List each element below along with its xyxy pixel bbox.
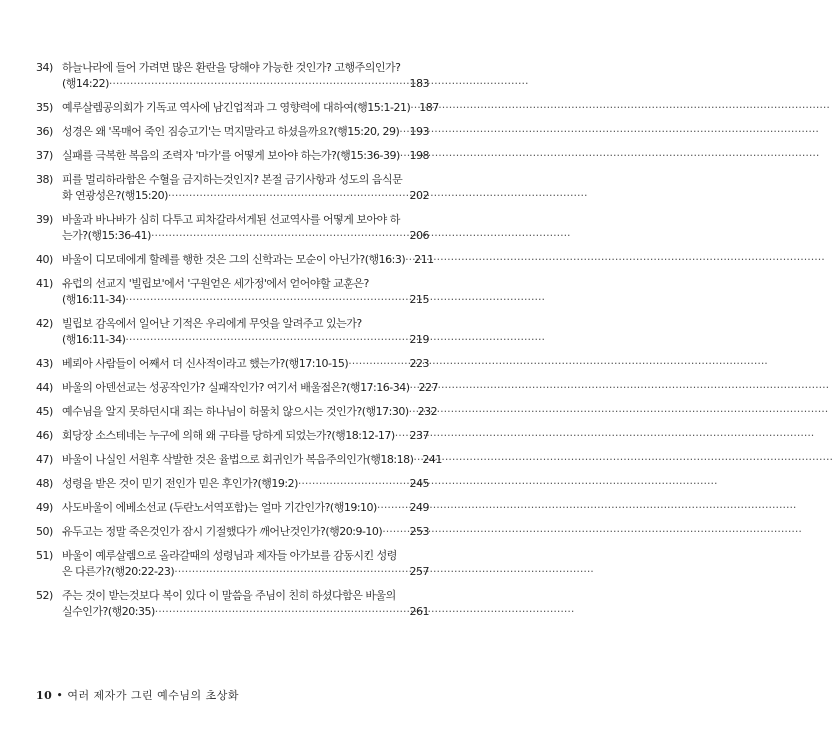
toc-entry-page: 206	[409, 229, 429, 242]
toc-entry-line	[36, 564, 429, 580]
page-footer	[36, 687, 239, 703]
toc-dot-leader	[395, 428, 409, 444]
toc-entry-title: 은 다른가?(행20:22-23)	[62, 565, 175, 578]
toc-dot-leader	[399, 124, 408, 140]
toc-dot-leader	[174, 564, 408, 580]
toc-entry-page: 187	[419, 101, 439, 114]
toc-dot-leader	[413, 452, 421, 468]
toc-entry-title: 회당장 소스테네는 누구에 의해 왜 구타를 당하게 되었는가?(행18:12-17)	[62, 429, 395, 442]
toc-entry-title: 하늘나라에 들어 가려면 많은 환란을 당해야 가능한 것인가? 고행주의인가?	[62, 61, 401, 74]
toc-entry-number: 47)	[36, 453, 53, 466]
toc-entry-page: 249	[409, 501, 429, 514]
toc-entry-line	[36, 404, 438, 420]
toc-dot-leader	[382, 524, 408, 540]
toc-dot-leader	[168, 188, 409, 204]
toc-entry-number: 44)	[36, 381, 53, 394]
table-of-contents	[36, 60, 442, 628]
toc-entry	[36, 500, 429, 516]
toc-entry-page: 237	[409, 429, 429, 442]
toc-entry-page: 241	[422, 453, 442, 466]
toc-entry-line	[36, 604, 429, 620]
toc-entry-title: 바울이 나실인 서원후 삭발한 것은 율법으로 회귀인가 복음주의인가(행18:18)	[62, 453, 414, 466]
toc-entry-number: 46)	[36, 429, 53, 442]
toc-entry	[36, 356, 429, 372]
toc-entry-line	[36, 500, 429, 516]
toc-entry-line	[36, 292, 429, 308]
toc-entry-line	[36, 172, 429, 188]
toc-entry-page: 183	[409, 77, 429, 90]
toc-entry-title: 바울과 바나바가 심히 다투고 피차갈라서게된 선교역사를 어떻게 보아야 하	[62, 213, 400, 226]
toc-entry-page: 215	[409, 293, 429, 306]
toc-entry-number: 52)	[36, 589, 53, 602]
toc-dot-leader	[400, 148, 409, 164]
toc-entry-number: 49)	[36, 501, 53, 514]
toc-entry-number: 34)	[36, 61, 53, 74]
toc-entry-line	[36, 252, 434, 268]
toc-entry-line	[36, 452, 442, 468]
toc-entry-line	[36, 476, 429, 492]
toc-entry	[36, 172, 429, 204]
toc-entry	[36, 60, 429, 92]
toc-entry-line	[36, 276, 429, 292]
toc-dot-leader	[377, 500, 409, 516]
toc-dot-leader	[298, 476, 409, 492]
toc-entry-title: 피를 멀리하라함은 수혈을 금지하는것인지? 본절 금기사항과 성도의 음식문	[62, 173, 403, 186]
toc-entry	[36, 404, 438, 420]
toc-entry-title: 는가?(행15:36-41)	[62, 229, 151, 242]
toc-dot-leader	[125, 292, 408, 308]
toc-entry-page: 198	[409, 149, 429, 162]
toc-entry-line	[36, 316, 429, 332]
toc-entry-title: 예수님을 알지 못하던시대 죄는 하나님이 허물치 않으시는 것인가?(행17:30)	[62, 405, 409, 418]
toc-entry-number: 43)	[36, 357, 53, 370]
toc-entry	[36, 212, 429, 244]
toc-entry-number: 39)	[36, 213, 53, 226]
toc-entry-page: 261	[409, 605, 429, 618]
toc-entry-page: 227	[418, 381, 439, 394]
toc-entry-number: 48)	[36, 477, 53, 490]
toc-entry-line	[36, 428, 429, 444]
toc-dot-leader	[109, 76, 409, 92]
toc-entry	[36, 124, 429, 140]
toc-entry-line	[36, 212, 429, 228]
toc-entry	[36, 276, 429, 308]
toc-entry-number: 40)	[36, 253, 53, 266]
toc-entry	[36, 588, 429, 620]
toc-entry	[36, 148, 429, 164]
toc-entry-title: 성령을 받은 것이 믿기 전인가 믿은 후인가?(행19:2)	[62, 477, 298, 490]
toc-entry	[36, 476, 429, 492]
toc-entry-number: 36)	[36, 125, 53, 138]
toc-entry-line	[36, 228, 429, 244]
toc-dot-leader	[405, 252, 413, 268]
toc-entry	[36, 316, 429, 348]
toc-entry-number: 51)	[36, 549, 53, 562]
toc-entry-line	[36, 60, 429, 76]
toc-entry-number: 38)	[36, 173, 53, 186]
toc-entry	[36, 380, 439, 396]
toc-entry-title: 실수인가?(행20:35)	[62, 605, 155, 618]
toc-entry-page: 223	[409, 357, 429, 370]
toc-entry-line	[36, 356, 429, 372]
toc-entry-number: 50)	[36, 525, 53, 538]
toc-entry-title: 주는 것이 받는것보다 복이 있다 이 말씀을 주님이 친히 하셨다함은 바울의	[62, 589, 396, 602]
toc-entry-line	[36, 124, 429, 140]
toc-dot-leader	[125, 332, 408, 348]
toc-entry-title: 유두고는 정말 죽은것인가 잠시 기절했다가 깨어난것인가?(행20:9-10)	[62, 525, 383, 538]
toc-entry-number: 45)	[36, 405, 53, 418]
toc-entry-line	[36, 100, 439, 116]
toc-entry-title: (행16:11-34)	[62, 293, 126, 306]
toc-entry-title: 사도바울이 에베소선교 (두란노서역포함)는 얼마 기간인가?(행19:10)	[62, 501, 377, 514]
toc-dot-leader	[348, 356, 408, 372]
toc-entry-line	[36, 188, 429, 204]
page-number: 10	[36, 689, 53, 702]
toc-entry-line	[36, 332, 429, 348]
book-title: 여러 제자가 그린 예수님의 초상화	[67, 689, 240, 702]
toc-entry-title: (행16:11-34)	[62, 333, 126, 346]
toc-entry-page: 193	[409, 125, 429, 138]
toc-dot-leader	[410, 100, 418, 116]
toc-entry-title: 바울이 디모데에게 할례를 행한 것은 그의 신학과는 모순이 아닌가?(행16:3)	[62, 253, 406, 266]
toc-entry-line	[36, 588, 429, 604]
toc-entry-title: 베뢰아 사람들이 어째서 더 신사적이라고 했는가?(행17:10-15)	[62, 357, 349, 370]
toc-entry-title: 예루살렘공의회가 기독교 역사에 남긴업적과 그 영향력에 대하여(행15:1-21)	[62, 101, 411, 114]
toc-entry-number: 42)	[36, 317, 53, 330]
toc-entry-title: (행14:22)	[62, 77, 109, 90]
toc-entry	[36, 524, 429, 540]
toc-entry-title: 화 연광성은?(행15:20)	[62, 189, 168, 202]
toc-entry-page: 232	[417, 405, 438, 418]
toc-entry-line	[36, 380, 439, 396]
toc-dot-leader	[410, 380, 418, 396]
toc-entry-line	[36, 76, 429, 92]
toc-entry-title: 바울의 아덴선교는 성공작인가? 실패작인가? 여기서 배울점은?(행17:16-34)	[62, 381, 410, 394]
toc-entry-line	[36, 524, 429, 540]
toc-entry-line	[36, 148, 429, 164]
toc-entry	[36, 452, 442, 468]
toc-entry-page: 202	[409, 189, 429, 202]
toc-dot-leader	[151, 228, 409, 244]
toc-entry	[36, 428, 429, 444]
toc-entry-title: 유럽의 선교지 '빌립보'에서 '구원얻은 세가정'에서 얻어야할 교훈은?	[62, 277, 369, 290]
toc-entry-page: 211	[414, 253, 434, 266]
toc-dot-leader	[409, 404, 417, 420]
toc-entry-page: 219	[409, 333, 429, 346]
toc-entry-number: 37)	[36, 149, 53, 162]
toc-entry-number: 41)	[36, 277, 53, 290]
toc-entry-title: 성경은 왜 '목매어 죽인 짐승고기'는 먹지말라고 하셨을까요?(행15:20, 29)	[62, 125, 400, 138]
toc-entry-title: 실패를 극복한 복음의 조력자 '마가'를 어떻게 보아야 하는가?(행15:36-39)	[62, 149, 400, 162]
toc-entry	[36, 100, 439, 116]
toc-entry-title: 빌립보 감옥에서 일어난 기적은 우리에게 무엇을 알려주고 있는가?	[62, 317, 362, 330]
toc-entry	[36, 548, 429, 580]
footer-separator: •	[56, 689, 64, 702]
toc-entry-page: 245	[409, 477, 429, 490]
toc-dot-leader	[155, 604, 409, 620]
toc-entry-page: 257	[409, 565, 429, 578]
toc-entry-line	[36, 548, 429, 564]
toc-entry-number: 35)	[36, 101, 53, 114]
toc-entry	[36, 252, 434, 268]
toc-entry-page: 253	[409, 525, 429, 538]
toc-entry-title: 바울이 예루살렘으로 올라갈때의 성령님과 제자들 아가보를 감동시킨 성령	[62, 549, 397, 562]
